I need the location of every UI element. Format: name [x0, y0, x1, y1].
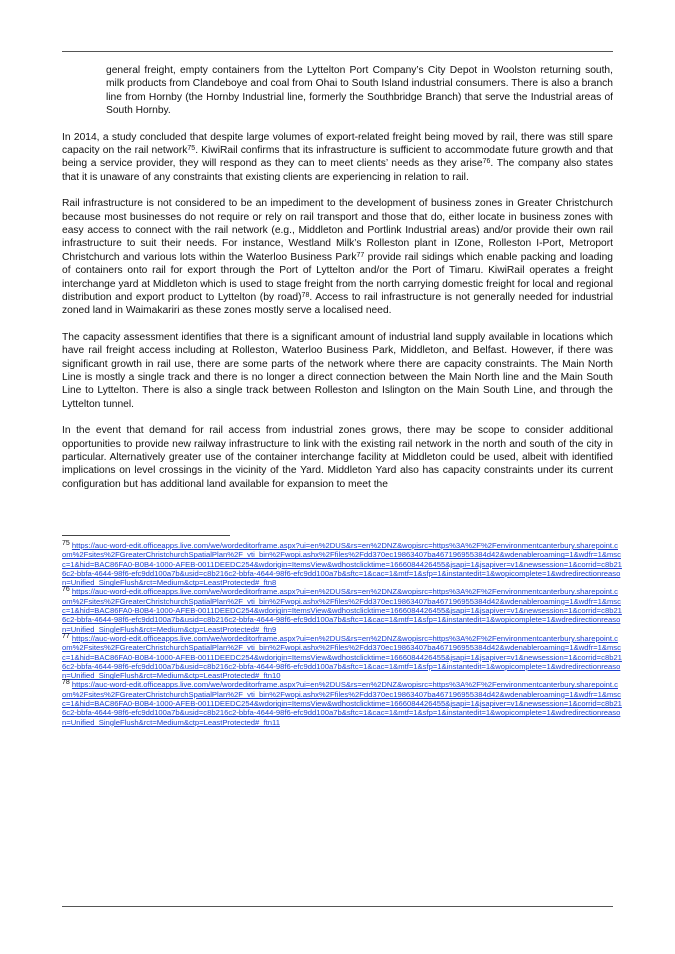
footnote-item: [62, 541, 622, 587]
paragraph-text: Rail infrastructure is not considered to be an impediment to the development of business zones in Greater Christchurch because most businesses do not require or rely on rail transport and those that do, either locate in business zones with easy access to connect with the rail network (e.g., Middleton and Portlink Industrial areas) and/or provide their own rail infrastructure to suit their needs. For instance, Westland Milk’s Rolleston plant in IZone, Rolleston I-Port, Metroport Christchurch and various lots within the Waterloo Business Park: [62, 198, 613, 263]
body-paragraph: [62, 131, 613, 184]
header-rule: [62, 51, 613, 52]
footer-rule: [62, 906, 613, 907]
body-paragraph: [62, 424, 613, 491]
paragraph-text: provide rail sidings which enable packing and loading of containers onto rail for export through the Port of Lyttelton and/or the Port of Timaru. KiwiRail operates a freight interchange yard at Middleton which is used to stage freight from the north carrying domestic freight for local and regional distribution and export product to Lyttelton (by road): [62, 251, 613, 303]
body-paragraph: [106, 64, 613, 117]
body-text: [62, 64, 613, 504]
footnote-item: [62, 680, 622, 726]
footnote-separator: [62, 535, 230, 536]
footnote-number: 77: [62, 632, 70, 640]
paragraph-text: general freight, empty containers from the Lyttelton Port Company’s City Depot in Woolston returning south, milk products from Clandeboye and coal from Ohai to South Island industrial consumers. There is also a branch line from Hornby (the Hornby Industrial line, formerly the Southbridge Branch) that serve the Industrial areas of South Hornby.: [106, 65, 613, 117]
paragraph-text: The capacity assessment identifies that there is a significant amount of industrial land supply available in locations which have rail freight access including at Rolleston, Waterloo Business Park, Middleton, and Belfast. However, if there was significant growth in rail use, there are some parts of the network where there are capacity constraints. The Main North Line is mostly a single track and there is no longer a direct connection between the Main North line and the Main South Line to Lyttelton. There is also a single track between Rolleston and Islington on the Main South Line, and through the Lyttelton tunnel.: [62, 331, 613, 410]
footnote-reference[interactable]: 78: [301, 291, 310, 299]
body-paragraph: [62, 331, 613, 411]
paragraph-text: In 2014, a study concluded that despite large volumes of export-related freight being moved by rail, there was still spare capacity on the rail network: [62, 131, 613, 157]
body-paragraph: [62, 197, 613, 317]
footnote-reference[interactable]: 75: [187, 145, 196, 153]
footnote-item: [62, 587, 622, 633]
footnotes: [62, 541, 622, 727]
paragraph-text: . The company also states that it is unaware of any constraints that existing clients are experiencing in relation to rail.: [62, 158, 613, 183]
paragraph-text: . KiwiRail confirms that its infrastructure is sufficient to accommodate future growth and that being a service provider, they will respond as they can to meet clients’ needs as they arise: [62, 145, 613, 170]
footnote-link[interactable]: https://auc-word-edit.officeapps.live.com/we/wordeditorframe.aspx?ui=en%2DUS&rs=en%2DNZ&wopisrc=https%3A%2F%2Fenvironmentcanterbury.sharepoint.com%2Fsites%2FGreaterChristchurchSpatialPlan%2F_vti_bin%2Fwopi.ashx%2Ffiles%2Fdd370ec19863407ba467196955384d42&wdenableroaming=1&wdfr=1&mscc=1&hid=BAC86FA0-B0B4-1000-AFEB-0011DEEDC254&wdorigin=ItemsView&wdhostclicktime=1666084426455&jsapi=1&jsapiver=v1&newsession=1&corrid=c8b216c2-bbfa-4644-98f6-efc9dd100a7b&usid=c8b216c2-bbfa-4644-98f6-efc9dd100a7b&sftc=1&cac=1&mtf=1&sfp=1&instantedit=1&wopicomplete=1&wdredirectionreason=Unified_SingleFlush&rct=Medium&ctp=LeastProtected#_ftn8: [62, 541, 622, 588]
paragraph-text: In the event that demand for rail access from industrial zones grows, there may be scope to consider additional opportunities to provide new railway infrastructure to link with the existing rail network in the north and south of the city in particular. Alternatively greater use of the container interchange facility at Middleton could be used, albeit with identified implications on level crossings in the vicinity of the Yard. Middleton Yard also has capacity constraints under its current configuration but has additional land available for expansion to meet the: [62, 425, 613, 490]
paragraph-text: . Access to rail infrastructure is not generally needed for industrial zoned land in Waimakariri as these zones mostly serve a localised need.: [62, 291, 613, 317]
footnote-number: 76: [62, 586, 70, 594]
footnote-number: 75: [62, 540, 70, 547]
footnote-link[interactable]: https://auc-word-edit.officeapps.live.com/we/wordeditorframe.aspx?ui=en%2DUS&rs=en%2DNZ&wopisrc=https%3A%2F%2Fenvironmentcanterbury.sharepoint.com%2Fsites%2FGreaterChristchurchSpatialPlan%2F_vti_bin%2Fwopi.ashx%2Ffiles%2Fdd370ec19863407ba467196955384d42&wdenableroaming=1&wdfr=1&mscc=1&hid=BAC86FA0-B0B4-1000-AFEB-0011DEEDC254&wdorigin=ItemsView&wdhostclicktime=1666084426455&jsapi=1&jsapiver=v1&newsession=1&corrid=c8b216c2-bbfa-4644-98f6-efc9dd100a7b&usid=c8b216c2-bbfa-4644-98f6-efc9dd100a7b&sftc=1&cac=1&mtf=1&sfp=1&instantedit=1&wopicomplete=1&wdredirectionreason=Unified_SingleFlush&rct=Medium&ctp=LeastProtected#_ftn9: [62, 587, 622, 634]
footnote-link[interactable]: https://auc-word-edit.officeapps.live.com/we/wordeditorframe.aspx?ui=en%2DUS&rs=en%2DNZ&wopisrc=https%3A%2F%2Fenvironmentcanterbury.sharepoint.com%2Fsites%2FGreaterChristchurchSpatialPlan%2F_vti_bin%2Fwopi.ashx%2Ffiles%2Fdd370ec19863407ba467196955384d42&wdenableroaming=1&wdfr=1&mscc=1&hid=BAC86FA0-B0B4-1000-AFEB-0011DEEDC254&wdorigin=ItemsView&wdhostclicktime=1666084426455&jsapi=1&jsapiver=v1&newsession=1&corrid=c8b216c2-bbfa-4644-98f6-efc9dd100a7b&usid=c8b216c2-bbfa-4644-98f6-efc9dd100a7b&sftc=1&cac=1&mtf=1&sfp=1&instantedit=1&wopicomplete=1&wdredirectionreason=Unified_SingleFlush&rct=Medium&ctp=LeastProtected#_ftn10: [62, 633, 622, 681]
footnote-item: [62, 634, 622, 680]
footnote-reference[interactable]: 77: [356, 251, 365, 259]
footnote-reference[interactable]: 76: [482, 158, 491, 166]
footnote-link[interactable]: https://auc-word-edit.officeapps.live.com/we/wordeditorframe.aspx?ui=en%2DUS&rs=en%2DNZ&wopisrc=https%3A%2F%2Fenvironmentcanterbury.sharepoint.com%2Fsites%2FGreaterChristchurchSpatialPlan%2F_vti_bin%2Fwopi.ashx%2Ffiles%2Fdd370ec19863407ba467196955384d42&wdenableroaming=1&wdfr=1&mscc=1&hid=BAC86FA0-B0B4-1000-AFEB-0011DEEDC254&wdorigin=ItemsView&wdhostclicktime=1666084426455&jsapi=1&jsapiver=v1&newsession=1&corrid=c8b216c2-bbfa-4644-98f6-efc9dd100a7b&usid=c8b216c2-bbfa-4644-98f6-efc9dd100a7b&sftc=1&cac=1&mtf=1&sfp=1&instantedit=1&wopicomplete=1&wdredirectionreason=Unified_SingleFlush&rct=Medium&ctp=LeastProtected#_ftn11: [62, 680, 622, 727]
footnote-number: 78: [62, 679, 70, 687]
